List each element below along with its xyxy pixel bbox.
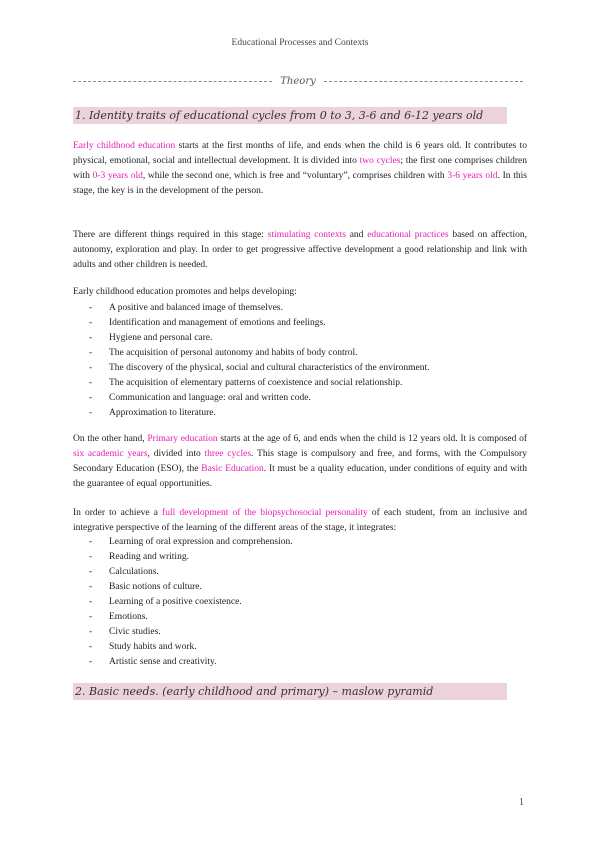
text-run: . This stage is compulsory and free, and forms, with the Compulsory Secondary Education (ESO), the xyxy=(73,449,527,474)
highlighted-term: stimulating contexts xyxy=(267,230,346,240)
list-item: - Hygiene and personal care. xyxy=(89,331,509,346)
highlighted-term: Early childhood education xyxy=(73,141,176,151)
highlighted-term: three cycles xyxy=(204,449,252,459)
highlighted-term: full development of the biopsychosocial personality xyxy=(162,508,368,518)
list-item: - Learning of a positive coexistence. xyxy=(89,595,509,610)
list-item: - The discovery of the physical, social and cultural characteristics of the environment. xyxy=(89,361,509,376)
text-run: and xyxy=(345,230,368,240)
divider-line-right xyxy=(324,81,523,82)
theory-divider xyxy=(73,76,523,87)
primary-list xyxy=(89,535,509,670)
list-item: - Learning of oral expression and comprehension. xyxy=(89,535,509,550)
list-item: - Emotions. xyxy=(89,610,509,625)
divider-line-left xyxy=(73,81,272,82)
list-item: - The acquisition of elementary patterns of coexistence and social relationship. xyxy=(89,376,509,391)
text-run: There are different things required in this stage: xyxy=(73,230,268,240)
paragraph-primary-education xyxy=(73,432,527,492)
list-item: - The acquisition of personal autonomy and habits of body control. xyxy=(89,346,509,361)
early-childhood-list xyxy=(89,301,509,421)
paragraph-requirements xyxy=(73,228,527,273)
section-2-heading: 2. Basic needs. (early childhood and primary) – maslow pyramid xyxy=(73,683,507,700)
section-1-heading: 1. Identity traits of educational cycles from 0 to 3, 3-6 and 6-12 years old xyxy=(73,107,507,124)
paragraph-integrates xyxy=(73,506,527,536)
highlighted-term: Primary education xyxy=(147,434,218,444)
list-item: - Approximation to literature. xyxy=(89,406,509,421)
list-item: - Identification and management of emotions and feelings. xyxy=(89,316,509,331)
text-run: starts at the first months of life, and ends when the child is 6 years old. It contributes to physical, emotional, social and intellectual development. It is divided into xyxy=(73,141,527,166)
text-run: In order to achieve a xyxy=(73,508,163,518)
list-item: - Civic studies. xyxy=(89,625,509,640)
list-item: - Communication and language: oral and written code. xyxy=(89,391,509,406)
list-item: - A positive and balanced image of themselves. xyxy=(89,301,509,316)
highlighted-term: two cycles xyxy=(359,156,401,166)
document-header: Educational Processes and Contexts xyxy=(231,38,369,48)
highlighted-term: 3-6 years old xyxy=(447,171,498,181)
highlighted-term: six academic years xyxy=(73,449,148,459)
list-item: - Study habits and work. xyxy=(89,640,509,655)
text-run: , divided into xyxy=(147,449,205,459)
text-run: On the other hand, xyxy=(73,434,148,444)
paragraph-early-childhood xyxy=(73,139,527,199)
text-run: starts at the age of 6, and ends when the child is 12 years old. It is composed of xyxy=(217,434,527,444)
text-run: . In this stage, the key is in the development of the person. xyxy=(73,171,527,196)
highlighted-term: educational practices xyxy=(367,230,449,240)
list-item: - Basic notions of culture. xyxy=(89,580,509,595)
text-run: . It must be a quality education, under conditions of equity and with the guarantee of equal opportunities. xyxy=(73,464,527,489)
list-item: - Calculations. xyxy=(89,565,509,580)
paragraph-promotes: Early childhood education promotes and helps developing: xyxy=(73,287,297,297)
text-run: ; the first one comprises children with xyxy=(73,156,527,181)
text-run: , while the second one, which is free and “voluntary”, comprises children with xyxy=(142,171,448,181)
list-item: - Artistic sense and creativity. xyxy=(89,655,509,670)
highlighted-term: Basic Education xyxy=(201,464,264,474)
list-item: - Reading and writing. xyxy=(89,550,509,565)
page-number: 1 xyxy=(519,797,524,808)
text-run: based on affection, autonomy, exploration and play. In order to get progressive affective development a good relationship and link with adults and other children is needed. xyxy=(73,230,527,270)
highlighted-term: 0-3 years old xyxy=(92,171,143,181)
text-run: of each student, from an inclusive and integrative perspective of the learning of the different areas of the stage, it integrates: xyxy=(73,508,527,533)
divider-label: Theory xyxy=(280,76,316,87)
